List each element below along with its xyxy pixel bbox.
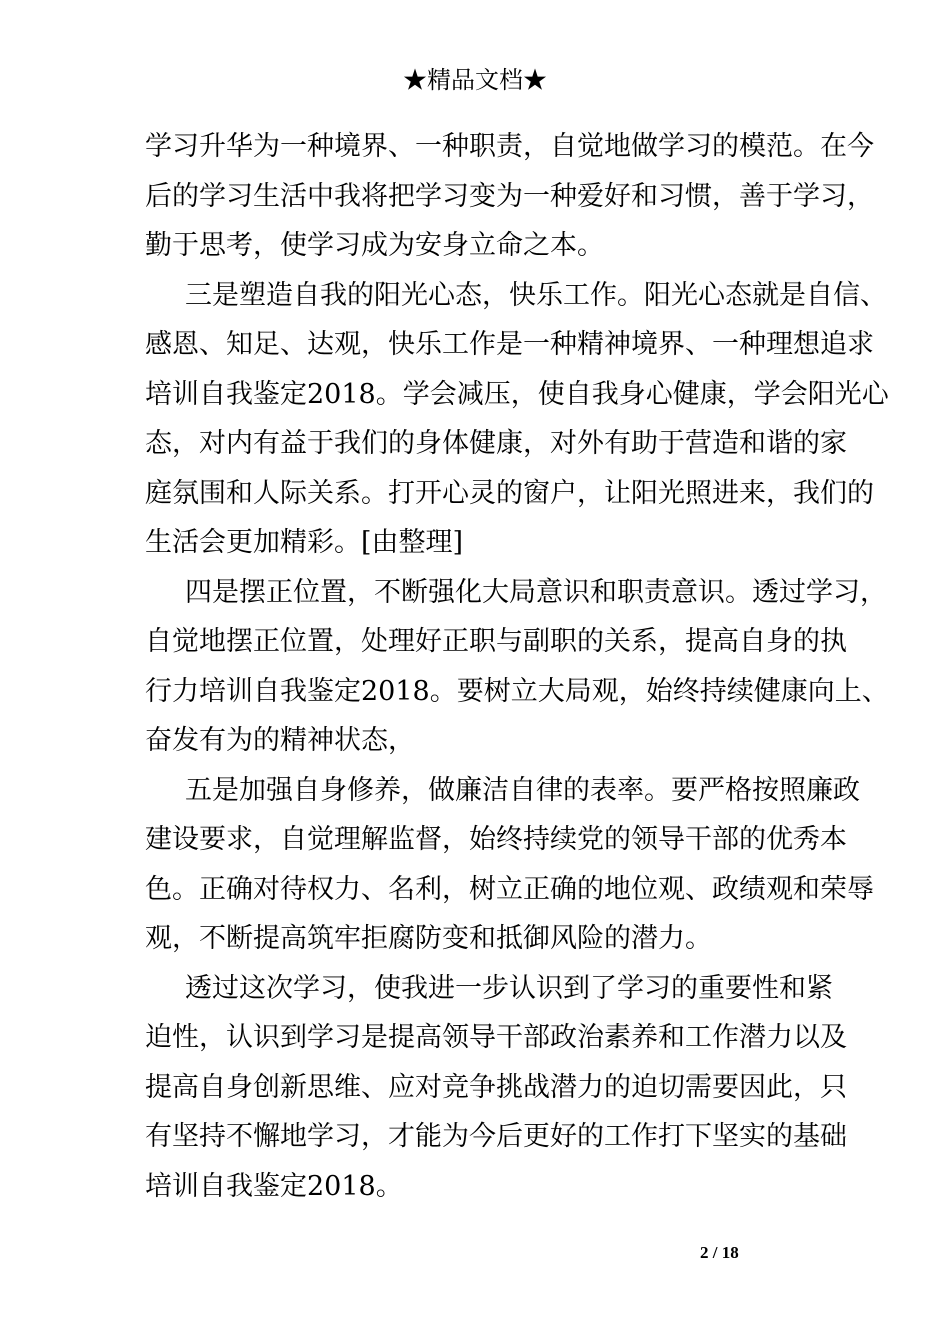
text-line: 生活会更加精彩。[由整理] <box>145 527 464 558</box>
page-number: 2 / 18 <box>700 1243 739 1262</box>
paragraph-start-line: 五是加强自身修养，做廉洁自律的表率。要严格按照廉政 <box>185 774 860 806</box>
text-line: 奋发有为的精神状态， <box>145 725 415 756</box>
text-line: 勤于思考，使学习成为安身立命之本。 <box>145 230 604 261</box>
text-line: 行力培训自我鉴定2018。要树立大局观，始终持续健康向上、 <box>145 675 889 707</box>
paragraph-start-line: 四是摆正位置，不断强化大局意识和职责意识。透过学习， <box>185 576 887 608</box>
text-line: 迫性，认识到学习是提高领导干部政治素养和工作潜力以及 <box>145 1022 847 1053</box>
text-line: 建设要求，自觉理解监督，始终持续党的领导干部的优秀本 <box>145 824 847 855</box>
text-line: 有坚持不懈地学习，才能为今后更好的工作打下坚实的基础 <box>145 1121 847 1152</box>
text-line: 后的学习生活中我将把学习变为一种爱好和习惯，善于学习， <box>145 180 874 212</box>
text-line: 观，不断提高筑牢拒腐防变和抵御风险的潜力。 <box>145 923 712 954</box>
text-line: 庭氛围和人际关系。打开心灵的窗户，让阳光照进来，我们的 <box>145 477 874 509</box>
text-line: 态，对内有益于我们的身体健康，对外有助于营造和谐的家 <box>145 428 847 459</box>
text-line: 培训自我鉴定2018。 <box>145 1170 403 1202</box>
text-line: 提高自身创新思维、应对竞争挑战潜力的迫切需要因此，只 <box>145 1071 847 1103</box>
text-line: 色。正确对待权力、名利，树立正确的地位观、政绩观和荣辱 <box>145 873 874 905</box>
paragraph-start-line: 三是塑造自我的阳光心态，快乐工作。阳光心态就是自信、 <box>185 279 887 311</box>
text-line: 感恩、知足、达观，快乐工作是一种精神境界、一种理想追求 <box>145 329 874 360</box>
text-line: 自觉地摆正位置，处理好正职与副职的关系，提高自身的执 <box>145 626 847 657</box>
text-line: 培训自我鉴定2018。学会减压，使自我身心健康，学会阳光心 <box>145 378 889 410</box>
paragraph-start-line: 透过这次学习，使我进一步认识到了学习的重要性和紧 <box>185 972 833 1004</box>
page-header-title: ★精品文档★ <box>403 66 547 94</box>
document-body <box>145 122 889 1211</box>
text-line: 学习升华为一种境界、一种职责，自觉地做学习的模范。在今 <box>145 131 874 162</box>
